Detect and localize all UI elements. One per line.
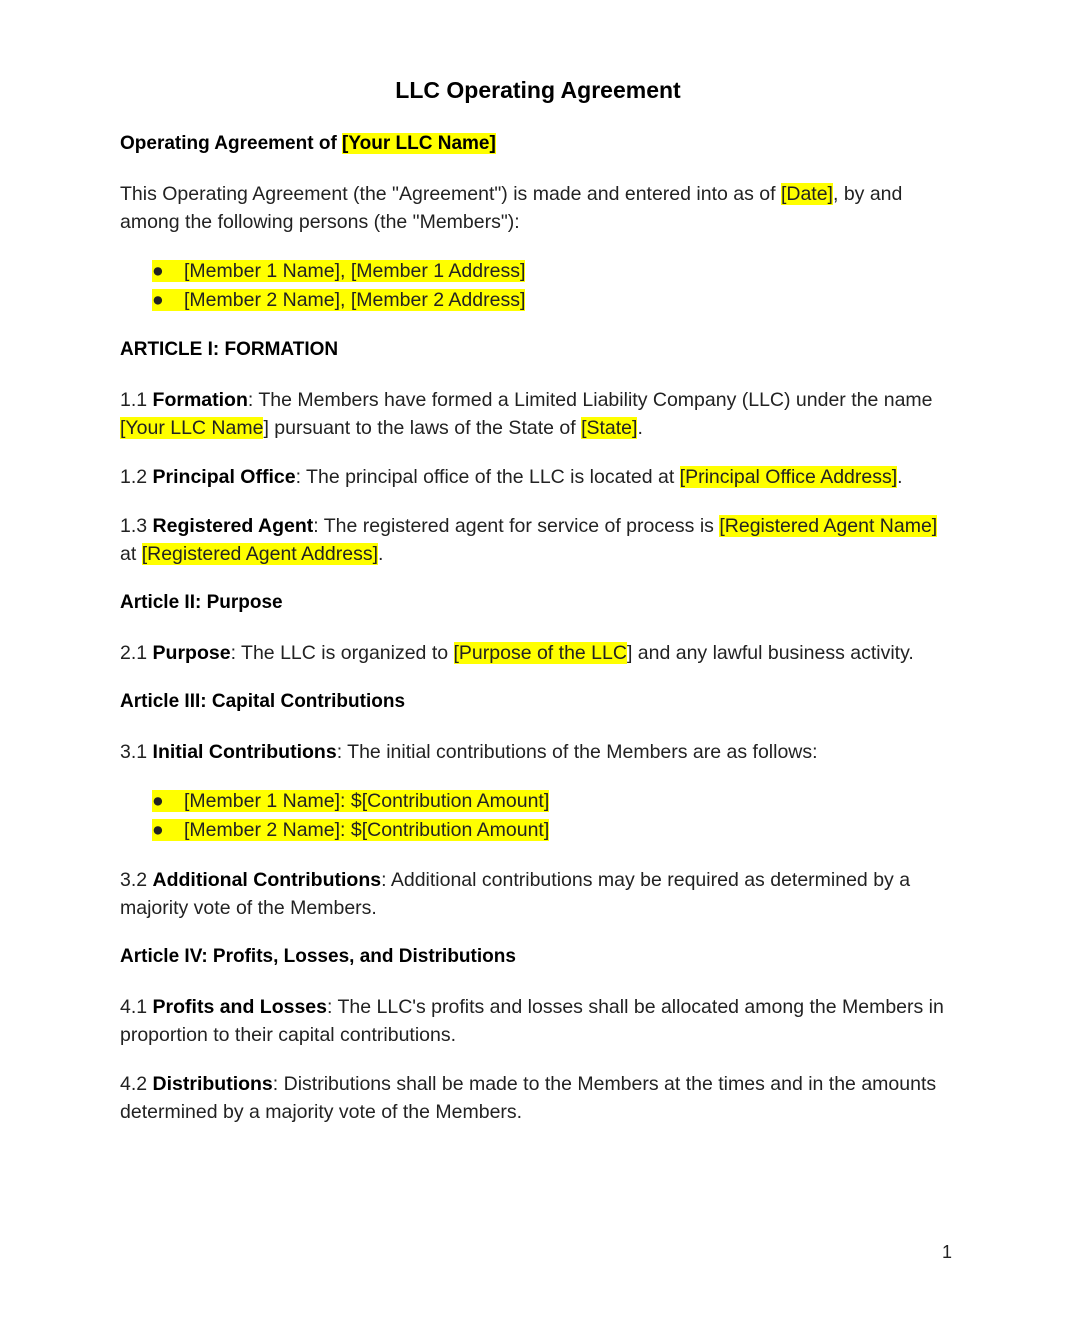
state-placeholder: [State] <box>581 417 638 439</box>
section-1-1 <box>120 386 956 442</box>
section-3-1 <box>120 738 956 766</box>
bullet-icon: ● <box>152 790 164 812</box>
registered-agent-address-placeholder: [Registered Agent Address] <box>141 543 379 565</box>
section-number: 4.1 <box>120 996 153 1018</box>
section-4-1 <box>120 993 956 1049</box>
document-title: LLC Operating Agreement <box>395 77 681 103</box>
bullet-icon: ● <box>152 289 164 311</box>
subtitle-prefix: Operating Agreement of <box>120 133 343 154</box>
section-number: 4.2 <box>120 1073 153 1095</box>
section-text: : The initial contributions of the Members are as follows: <box>336 741 818 763</box>
section-1-3 <box>120 512 956 568</box>
contribution-1-entry: [Member 1 Name]: $[Contribution Amount] <box>184 790 550 812</box>
section-4-2 <box>120 1070 956 1126</box>
section-number: 2.1 <box>120 642 153 664</box>
section-text: . <box>637 417 643 439</box>
section-label: Formation <box>152 389 248 411</box>
section-label: Profits and Losses <box>152 996 327 1018</box>
section-number: 1.3 <box>120 515 153 537</box>
section-number: 3.2 <box>120 869 153 891</box>
section-number: 1.2 <box>120 466 153 488</box>
section-text: : The LLC is organized to <box>230 642 454 664</box>
section-text: ] and any lawful business activity. <box>626 642 914 664</box>
date-placeholder: [Date] <box>780 183 833 205</box>
document-body <box>120 74 956 1147</box>
intro-paragraph <box>120 180 956 236</box>
list-item <box>152 257 956 286</box>
intro-text: This Operating Agreement (the "Agreement") is made and entered into as of <box>120 183 781 205</box>
section-text: at <box>120 543 142 565</box>
section-text: : The LLC's profits and losses shall be allocated among the Members in proportion to their capital contributions. <box>120 996 944 1046</box>
llc-name-placeholder: [Your LLC Name] <box>342 133 496 154</box>
section-label: Registered Agent <box>152 515 314 537</box>
section-label: Principal Office <box>152 466 296 488</box>
section-text: . <box>897 466 903 488</box>
section-label: Additional Contributions <box>152 869 382 891</box>
section-text: . <box>378 543 384 565</box>
bullet-icon: ● <box>152 260 164 282</box>
section-1-2 <box>120 463 956 491</box>
article-3-heading: Article III: Capital Contributions <box>120 691 406 712</box>
section-text: : The registered agent for service of process is <box>313 515 720 537</box>
section-label: Distributions <box>152 1073 273 1095</box>
contributions-list <box>120 787 956 845</box>
member-2-entry: [Member 2 Name], [Member 2 Address] <box>184 289 526 311</box>
intro-text-end: , by and among the following persons (the "Members"): <box>120 183 903 233</box>
section-number: 1.1 <box>120 389 153 411</box>
section-text: : Additional contributions may be required as determined by a majority vote of the Members. <box>120 869 911 919</box>
bullet-icon: ● <box>152 819 164 841</box>
section-number: 3.1 <box>120 741 153 763</box>
purpose-placeholder: [Purpose of the LLC <box>453 642 627 664</box>
list-item <box>152 787 956 816</box>
section-text: : Distributions shall be made to the Members at the times and in the amounts determined by a majority vote of the Members. <box>120 1073 937 1123</box>
contribution-2-entry: [Member 2 Name]: $[Contribution Amount] <box>184 819 550 841</box>
section-text: : The Members have formed a Limited Liability Company (LLC) under the name <box>247 389 933 411</box>
agreement-subtitle <box>120 130 956 158</box>
members-list <box>120 257 956 315</box>
llc-name-placeholder: [Your LLC Name <box>120 417 264 439</box>
list-item <box>152 286 956 315</box>
member-1-entry: [Member 1 Name], [Member 1 Address] <box>184 260 526 282</box>
article-4-heading: Article IV: Profits, Losses, and Distributions <box>120 946 516 967</box>
section-label: Purpose <box>152 642 231 664</box>
list-item <box>152 816 956 845</box>
section-text: : The principal office of the LLC is located at <box>295 466 680 488</box>
page-number: 1 <box>941 1242 952 1262</box>
article-1-heading: ARTICLE I: FORMATION <box>120 339 339 360</box>
section-label: Initial Contributions <box>152 741 337 763</box>
principal-office-placeholder: [Principal Office Address] <box>679 466 898 488</box>
section-text: ] pursuant to the laws of the State of <box>263 417 582 439</box>
registered-agent-name-placeholder: [Registered Agent Name] <box>719 515 938 537</box>
section-2-1 <box>120 639 956 667</box>
section-3-2 <box>120 866 956 922</box>
article-2-heading: Article II: Purpose <box>120 592 283 613</box>
